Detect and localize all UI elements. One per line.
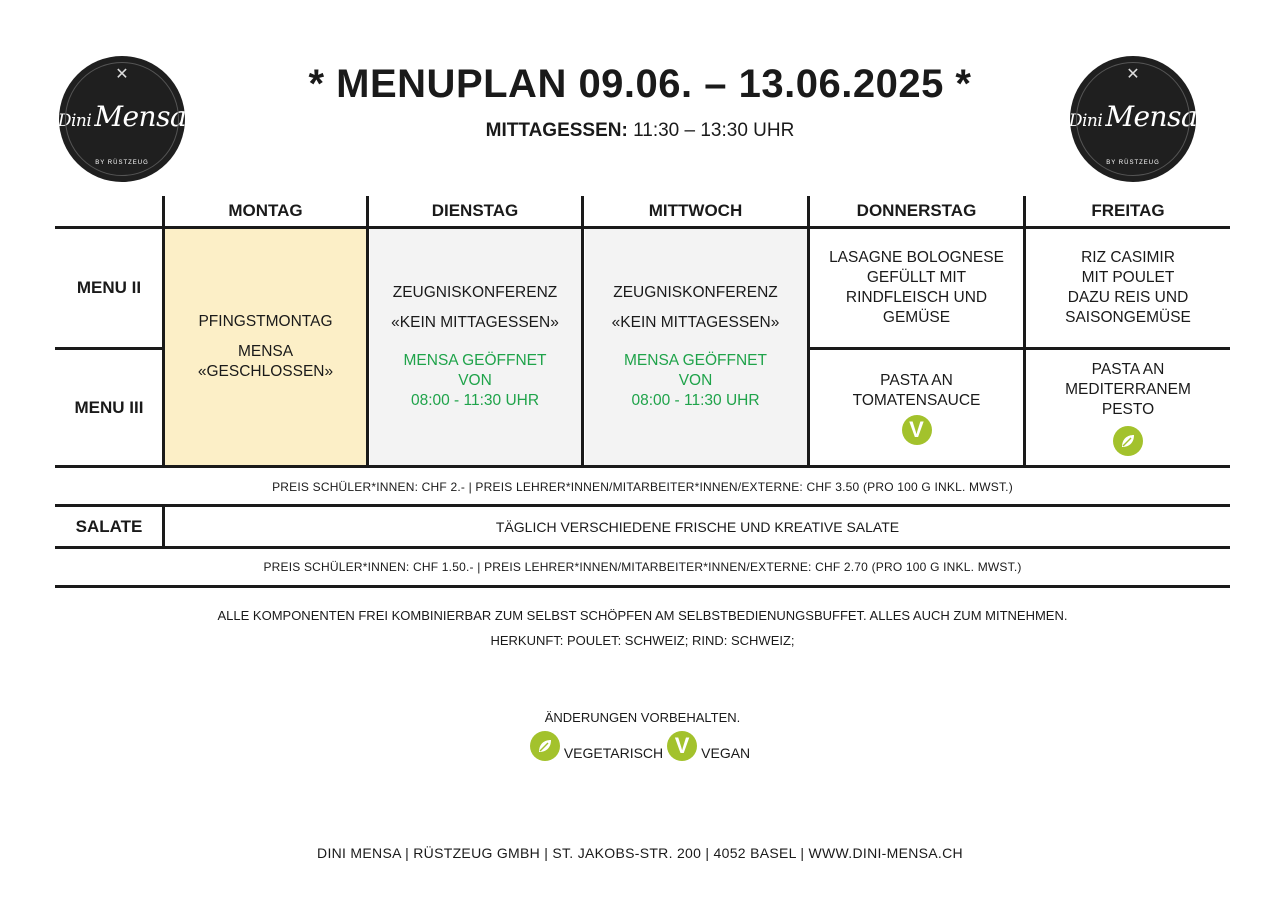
wednesday-cell bbox=[584, 229, 807, 465]
vegetarian-leaf-icon bbox=[530, 731, 560, 761]
row-header-menu-2: MENU II bbox=[76, 278, 142, 297]
tuesday-no-lunch: «KEIN MITTAGESSEN» bbox=[391, 314, 559, 331]
footer-address: DINI MENSA | RÜSTZEUG GMBH | ST. JAKOBS-STR. 200 | 4052 BASEL | WWW.DINI-MENSA.CH bbox=[317, 845, 963, 861]
menu-line: GEMÜSE bbox=[882, 309, 951, 326]
day-header-thursday: DONNERSTAG bbox=[856, 201, 977, 220]
wednesday-open-hours: 08:00 - 11:30 UHR bbox=[631, 392, 760, 409]
salate-price: PREIS SCHÜLER*INNEN: CHF 1.50.- | PREIS LEHRER*INNEN/MITARBEITER*INNEN/EXTERNE: CHF 2.70 (PRO 100 G INKL. MWST.) bbox=[263, 560, 1022, 574]
monday-mensa: MENSA bbox=[237, 343, 294, 360]
logo-brand: Dini Mensa bbox=[57, 99, 187, 133]
legend-vegetarian: VEGETARISCH bbox=[563, 745, 664, 761]
cutlery-icon: ✕ bbox=[1126, 66, 1140, 83]
salate-line bbox=[55, 546, 1230, 549]
wednesday-open-from: VON bbox=[678, 372, 713, 389]
menu-line: TOMATENSAUCE bbox=[852, 391, 981, 409]
menu-line: DAZU REIS UND bbox=[1067, 289, 1189, 306]
menu-line: PASTA AN bbox=[1091, 360, 1165, 378]
wednesday-conference: ZEUGNISKONFERENZ bbox=[613, 284, 778, 301]
lunch-hours bbox=[200, 120, 1080, 142]
day-header-friday: FREITAG bbox=[1091, 201, 1165, 220]
logo-brand: Dini Mensa bbox=[1068, 99, 1198, 133]
cutlery-icon: ✕ bbox=[115, 66, 129, 83]
origin-note: HERKUNFT: POULET: SCHWEIZ; RIND: SCHWEIZ; bbox=[490, 633, 795, 648]
thursday-menu-3 bbox=[810, 350, 1023, 465]
combination-note: ALLE KOMPONENTEN FREI KOMBINIERBAR ZUM SELBST SCHÖPFEN AM SELBSTBEDIENUNGSBUFFET. ALLES AUCH ZUM MITNEHMEN. bbox=[217, 608, 1068, 623]
lunch-time: 11:30 – 13:30 UHR bbox=[633, 120, 795, 141]
tuesday-conference: ZEUGNISKONFERENZ bbox=[392, 284, 558, 301]
tuesday-cell bbox=[369, 229, 581, 465]
menu-line: MEDITERRANEM bbox=[1065, 380, 1191, 398]
monday-closed: «GESCHLOSSEN» bbox=[197, 363, 334, 380]
price-line bbox=[55, 504, 1230, 507]
menu-price: PREIS SCHÜLER*INNEN: CHF 2.- | PREIS LEHRER*INNEN/MITARBEITER*INNEN/EXTERNE: CHF 3.50 (PRO 100 G INKL. MWST.) bbox=[272, 480, 1013, 494]
menu-line: PESTO bbox=[1101, 400, 1155, 418]
vegetarian-leaf-icon bbox=[1113, 426, 1143, 456]
dini-mensa-logo-right bbox=[1070, 56, 1196, 182]
menu-line: GEFÜLLT MIT bbox=[866, 269, 967, 286]
wednesday-open: MENSA GEÖFFNET bbox=[624, 352, 767, 369]
menu-line: PASTA AN bbox=[880, 371, 953, 389]
page-title: * MENUPLAN 09.06. – 13.06.2025 * bbox=[308, 62, 972, 106]
tuesday-open-from: VON bbox=[458, 372, 492, 389]
menu-line: SAISONGEMÜSE bbox=[1065, 309, 1191, 326]
row-header-menu-3: MENU III bbox=[74, 397, 144, 417]
dini-mensa-logo-left bbox=[59, 56, 185, 182]
day-header-monday: MONTAG bbox=[228, 201, 303, 220]
day-header-tuesday: DIENSTAG bbox=[431, 201, 519, 220]
wednesday-no-lunch: «KEIN MITTAGESSEN» bbox=[611, 314, 780, 331]
salate-description: TÄGLICH VERSCHIEDENE FRISCHE UND KREATIVE SALATE bbox=[495, 519, 900, 535]
changes-note: ÄNDERUNGEN VORBEHALTEN. bbox=[544, 710, 741, 725]
vegan-icon: V bbox=[667, 731, 697, 761]
monday-holiday: PFINGSTMONTAG bbox=[198, 313, 333, 330]
day-header-wednesday: MITTWOCH bbox=[648, 201, 743, 220]
monday-cell bbox=[165, 229, 366, 465]
menu-line: RIZ CASIMIR bbox=[1081, 249, 1175, 266]
lunch-label: MITTAGESSEN: bbox=[485, 120, 628, 141]
menu-line: RINDFLEISCH UND bbox=[845, 289, 988, 306]
legend-vegan: VEGAN bbox=[701, 745, 751, 761]
friday-menu-2 bbox=[1026, 229, 1230, 347]
menu-line: LASAGNE BOLOGNESE bbox=[829, 249, 1004, 266]
thursday-menu-2 bbox=[810, 229, 1023, 347]
salate-label: SALATE bbox=[75, 516, 143, 536]
tuesday-open: MENSA GEÖFFNET bbox=[403, 352, 547, 369]
friday-menu-3 bbox=[1026, 350, 1230, 465]
vegan-icon: V bbox=[902, 415, 932, 445]
logo-tagline: BY RÜSTZEUG bbox=[1106, 160, 1160, 166]
menu-line: MIT POULET bbox=[1081, 269, 1175, 286]
diet-legend bbox=[0, 731, 1280, 761]
salate-price-line bbox=[55, 585, 1230, 588]
logo-tagline: BY RÜSTZEUG bbox=[95, 160, 149, 166]
table-bottom-line bbox=[55, 465, 1230, 468]
tuesday-open-hours: 08:00 - 11:30 UHR bbox=[410, 392, 540, 409]
